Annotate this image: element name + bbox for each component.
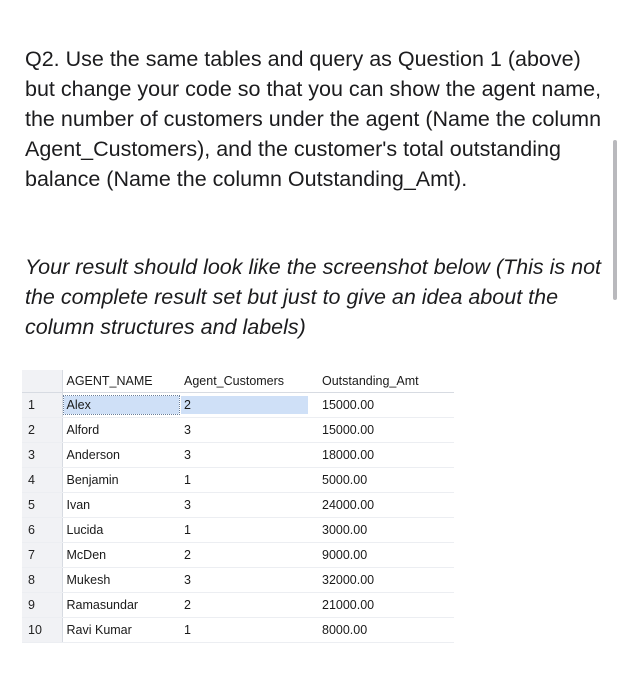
column-header-agent-name: AGENT_NAME — [62, 370, 180, 393]
row-number: 10 — [22, 618, 62, 643]
table-row — [22, 593, 454, 618]
outstanding-amt-cell: 24000.00 — [318, 493, 454, 518]
agent-name-cell: Alford — [62, 418, 180, 443]
agent-customers-cell: 3 — [180, 443, 318, 468]
row-number: 9 — [22, 593, 62, 618]
table-row — [22, 618, 454, 643]
table-row — [22, 518, 454, 543]
row-number: 3 — [22, 443, 62, 468]
instruction-note: Your result should look like the screenshot below (This is not the complete result set but just to give an idea about the column structures and labels) — [25, 255, 602, 339]
row-number: 1 — [22, 393, 62, 418]
agent-name-cell: McDen — [62, 543, 180, 568]
agent-name-cell: Mukesh — [62, 568, 180, 593]
table-row — [22, 468, 454, 493]
agent-name-cell: Ravi Kumar — [62, 618, 180, 643]
outstanding-amt-cell: 5000.00 — [318, 468, 454, 493]
row-number: 2 — [22, 418, 62, 443]
outstanding-amt-cell: 18000.00 — [318, 443, 454, 468]
table-row — [22, 443, 454, 468]
outstanding-amt-cell: 9000.00 — [318, 543, 454, 568]
agent-name-cell — [62, 393, 180, 418]
header-row — [22, 370, 454, 393]
agent-name-cell: Lucida — [62, 518, 180, 543]
row-number: 6 — [22, 518, 62, 543]
outstanding-amt-cell: 32000.00 — [318, 568, 454, 593]
agent-customers-cell — [180, 393, 318, 418]
agent-name-cell: Ivan — [62, 493, 180, 518]
outstanding-amt-cell: 3000.00 — [318, 518, 454, 543]
column-header-agent-customers: Agent_Customers — [180, 370, 318, 393]
table-row — [22, 393, 454, 418]
agent-customers-cell: 1 — [180, 618, 318, 643]
agent-customers-cell: 2 — [180, 593, 318, 618]
question-text: Q2. Use the same tables and query as Question 1 (above) but change your code so that you can show the agent name, the number of customers under the agent (Name the column Agent_Customers), and the customer's total outstanding balance (Name the column Outstanding_Amt). — [25, 47, 602, 191]
table-row — [22, 418, 454, 443]
row-number: 4 — [22, 468, 62, 493]
agent-customers-cell: 1 — [180, 518, 318, 543]
agent-name-value: Alex — [64, 396, 179, 414]
column-header-outstanding-amt: Outstanding_Amt — [318, 370, 454, 393]
outstanding-amt-cell: 8000.00 — [318, 618, 454, 643]
agent-customers-cell: 3 — [180, 493, 318, 518]
agent-name-cell: Ramasundar — [62, 593, 180, 618]
agent-customers-cell: 3 — [180, 418, 318, 443]
agent-customers-cell: 3 — [180, 568, 318, 593]
agent-name-cell: Anderson — [62, 443, 180, 468]
result-screenshot — [22, 370, 454, 637]
agent-name-cell: Benjamin — [62, 468, 180, 493]
table-row — [22, 493, 454, 518]
row-number: 5 — [22, 493, 62, 518]
row-number-header — [22, 370, 62, 393]
outstanding-amt-cell: 21000.00 — [318, 593, 454, 618]
agent-customers-cell: 1 — [180, 468, 318, 493]
result-grid — [22, 370, 454, 643]
agent-customers-value: 2 — [181, 396, 308, 414]
row-number: 8 — [22, 568, 62, 593]
table-row — [22, 543, 454, 568]
table-row — [22, 568, 454, 593]
agent-customers-cell: 2 — [180, 543, 318, 568]
outstanding-amt-cell: 15000.00 — [318, 418, 454, 443]
scrollbar[interactable] — [613, 140, 617, 300]
row-number: 7 — [22, 543, 62, 568]
outstanding-amt-cell: 15000.00 — [318, 393, 454, 418]
